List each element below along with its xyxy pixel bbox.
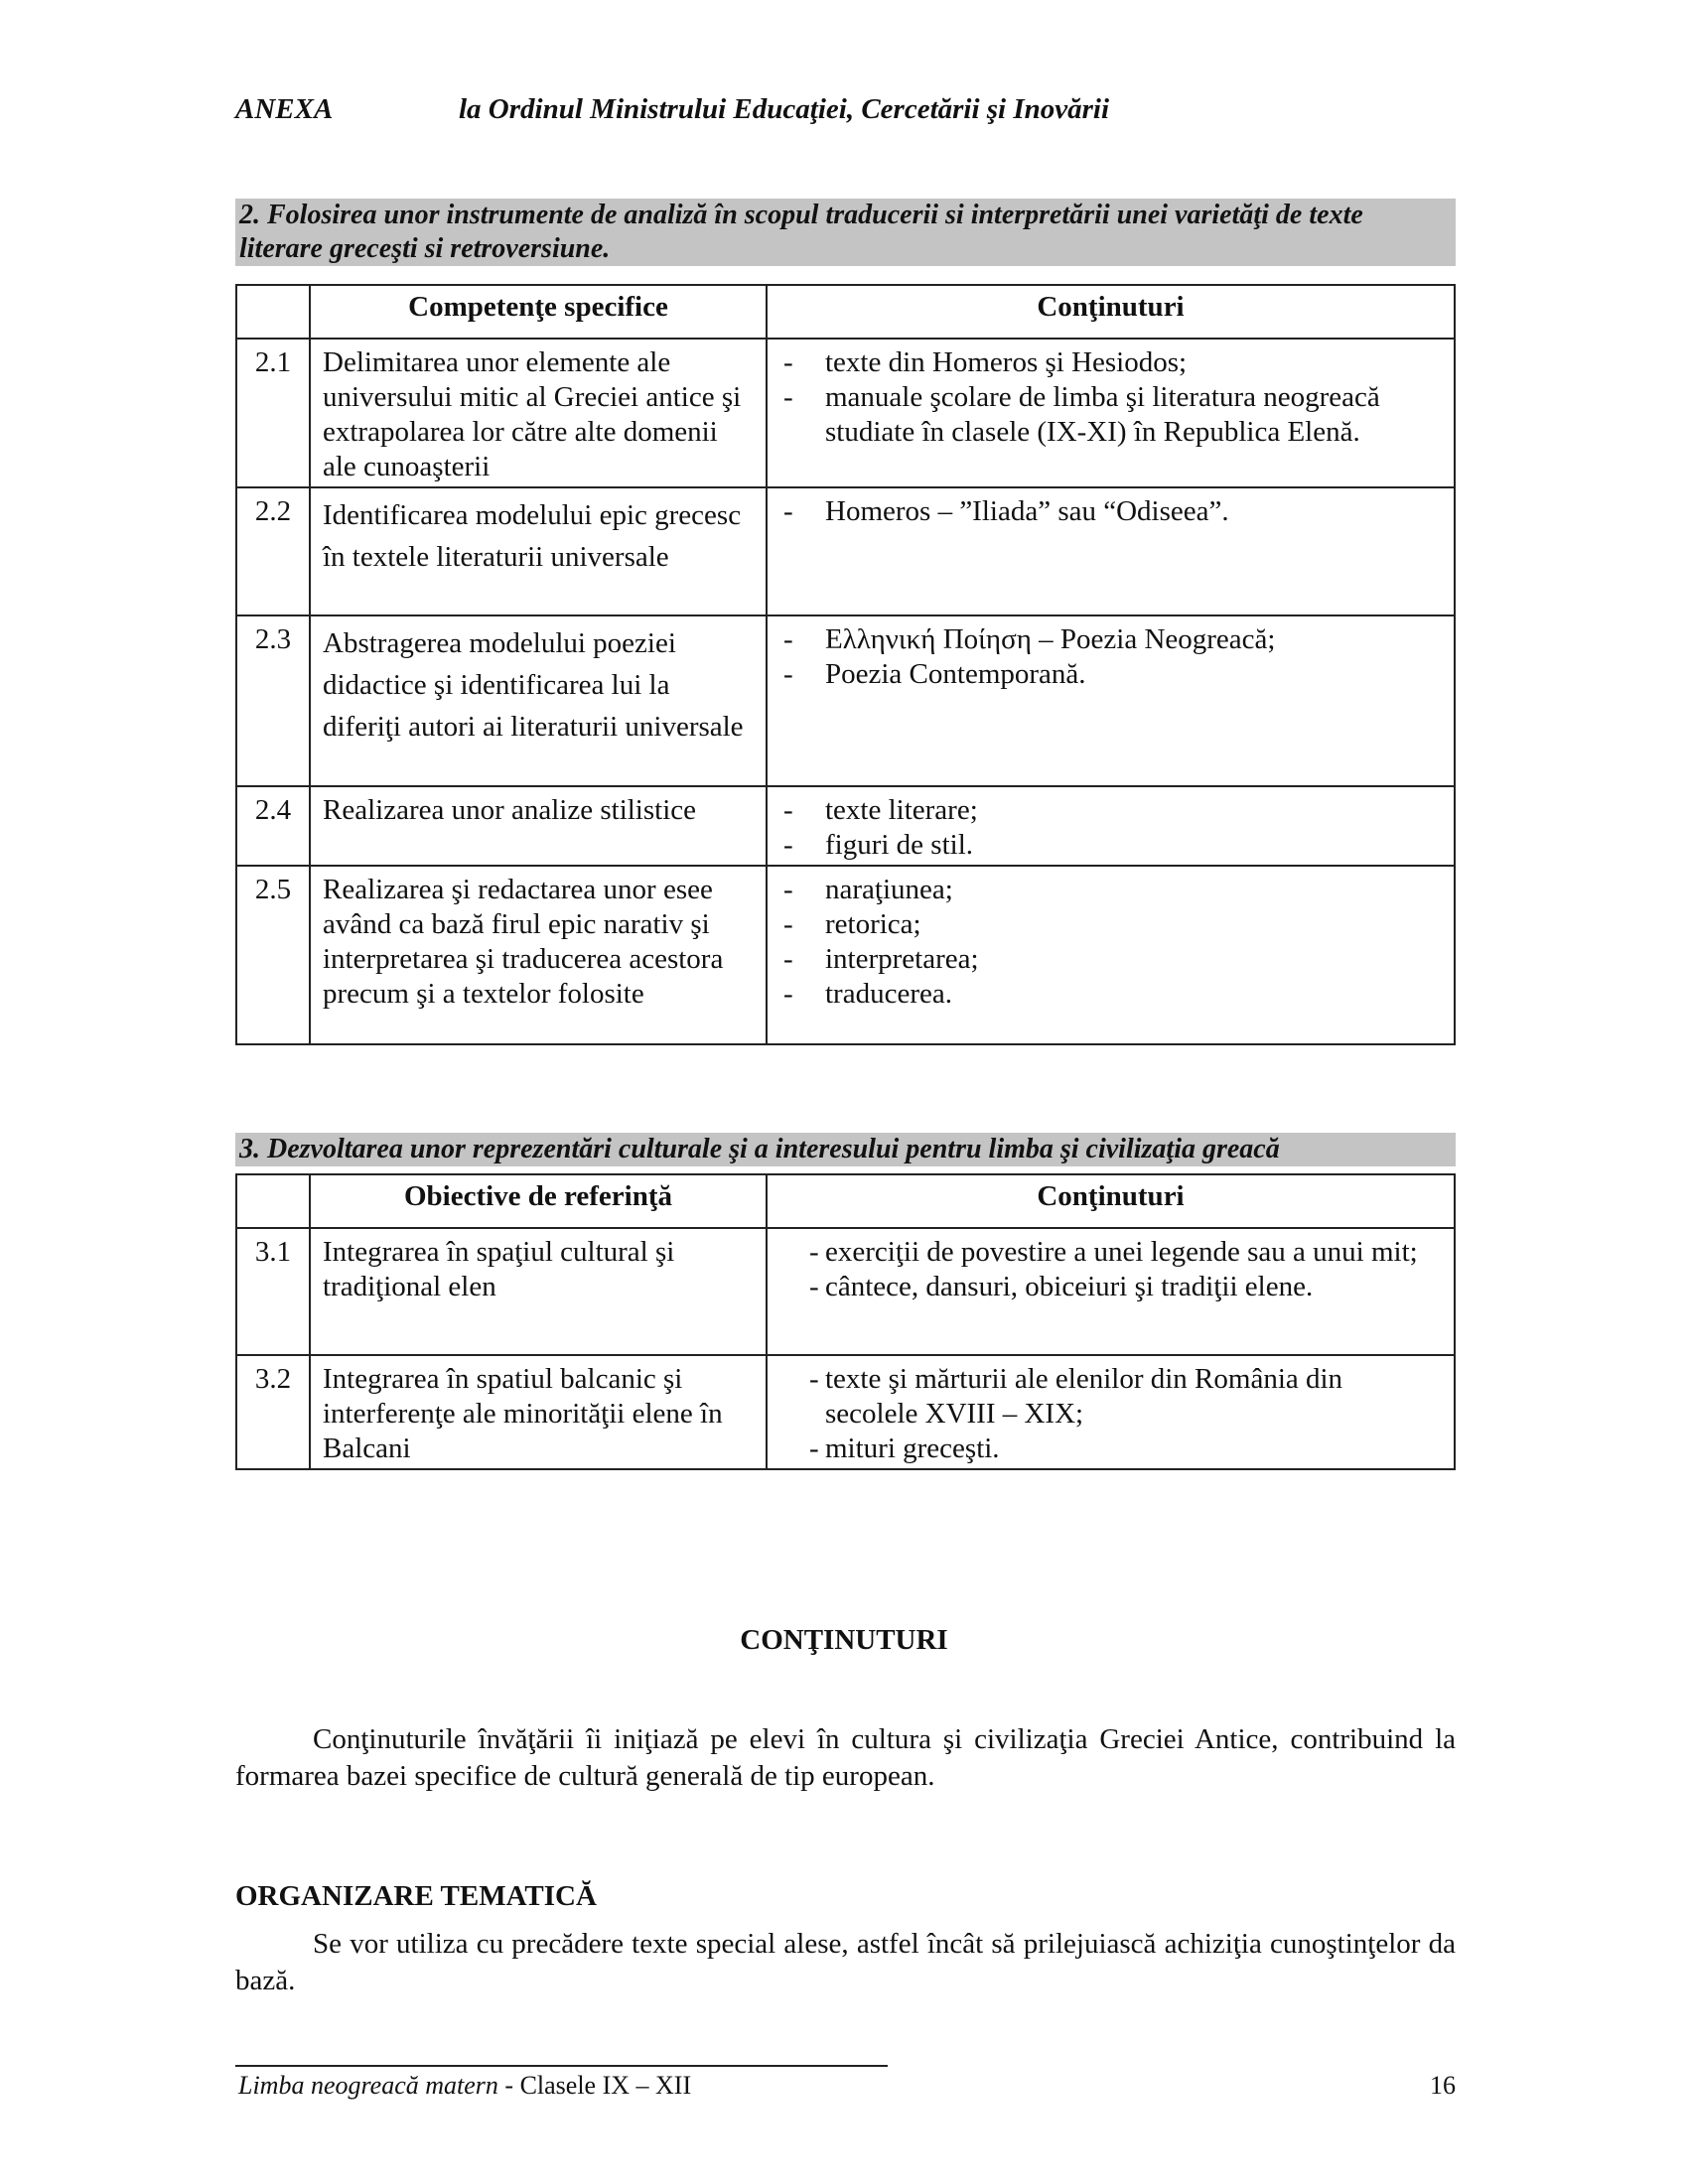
footer-divider xyxy=(235,2065,888,2067)
table-header-row xyxy=(236,285,1455,339)
row-number: 2.1 xyxy=(236,339,310,487)
page-number: 16 xyxy=(1430,2071,1456,2100)
list-item: - mituri greceşti. xyxy=(779,1432,1442,1466)
list-item: - naraţiunea; xyxy=(779,873,1442,907)
obiectiv-text: Integrarea în spatiul balcanic şi interferenţe ale minorităţii elene în Balcani xyxy=(310,1355,767,1469)
list-item: - manuale şcolare de limba şi literatura neogreacă studiate în clasele (IX-XI) în Republica Elenă. xyxy=(779,380,1442,450)
header-num xyxy=(236,1174,310,1228)
header-obiective: Obiective de referinţă xyxy=(310,1174,767,1228)
continut-cell xyxy=(767,1228,1455,1355)
list-item: - texte şi mărturii ale elenilor din România din secolele XVIII – XIX; xyxy=(779,1362,1442,1432)
row-number: 2.2 xyxy=(236,487,310,615)
header-continuturi: Conţinuturi xyxy=(767,1174,1455,1228)
section-2-title: 2. Folosirea unor instrumente de analiză în scopul traducerii si interpretării unei varietăţi de texte literare greceşti si retroversiune. xyxy=(235,199,1456,266)
table-row xyxy=(236,615,1455,786)
continut-cell xyxy=(767,1355,1455,1469)
continuturi-paragraph: Conţinuturile învăţării îi iniţiază pe elevi în cultura şi civilizaţia Greciei Antice, contribuind la formarea bazei specifice de cultură generală de tip european. xyxy=(235,1723,1456,1792)
list-item: - texte literare; xyxy=(779,793,1442,828)
header-ordin: la Ordinul Ministrului Educaţiei, Cercetării şi Inovării xyxy=(459,93,1110,125)
continut-cell xyxy=(767,339,1455,487)
organizare-heading: ORGANIZARE TEMATICĂ xyxy=(235,1880,597,1912)
continut-cell xyxy=(767,786,1455,866)
table-header-row xyxy=(236,1174,1455,1228)
continut-cell xyxy=(767,866,1455,1044)
row-number: 2.5 xyxy=(236,866,310,1044)
page-header xyxy=(235,93,1109,126)
list-item: - Homeros – ”Iliada” sau “Odiseea”. xyxy=(779,494,1442,529)
header-num xyxy=(236,285,310,339)
organizare-paragraph: Se vor utiliza cu precădere texte special alese, astfel încât să prilejuiască achiziţia cunoştinţelor da bază. xyxy=(235,1928,1456,1996)
list-item: - figuri de stil. xyxy=(779,828,1442,863)
competenta-text: Delimitarea unor elemente ale universului mitic al Greciei antice şi extrapolarea lor către alte domenii ale cunoaşterii xyxy=(310,339,767,487)
competenta-text: Abstragerea modelului poeziei didactice şi identificarea lui la diferiţi autori ai literaturii universale xyxy=(310,615,767,786)
table-row xyxy=(236,786,1455,866)
continut-cell xyxy=(767,615,1455,786)
table-row xyxy=(236,487,1455,615)
table-row xyxy=(236,1228,1455,1355)
row-number: 3.2 xyxy=(236,1355,310,1469)
list-item: - traducerea. xyxy=(779,977,1442,1012)
row-number: 2.3 xyxy=(236,615,310,786)
header-competente: Competenţe specifice xyxy=(310,285,767,339)
continut-cell xyxy=(767,487,1455,615)
competenta-text: Identificarea modelului epic grecesc în textele literaturii universale xyxy=(310,487,767,615)
footer-classes: - Clasele IX – XII xyxy=(497,2071,692,2100)
row-number: 3.1 xyxy=(236,1228,310,1355)
continuturi-heading: CONŢINUTURI xyxy=(740,1624,948,1656)
table-row xyxy=(236,1355,1455,1469)
table-row xyxy=(236,339,1455,487)
list-item: - Poezia Contemporană. xyxy=(779,657,1442,692)
list-item: - interpretarea; xyxy=(779,942,1442,977)
section-3-title: 3. Dezvoltarea unor reprezentări culturale şi a interesului pentru limba şi civilizaţia greacă xyxy=(235,1133,1456,1166)
header-continuturi: Conţinuturi xyxy=(767,285,1455,339)
list-item: - exerciţii de povestire a unei legende sau a unui mit; xyxy=(779,1235,1442,1270)
obiectiv-text: Integrarea în spaţiul cultural şi tradiţional elen xyxy=(310,1228,767,1355)
row-number: 2.4 xyxy=(236,786,310,866)
header-anexa: ANEXA xyxy=(235,93,334,125)
competenta-text: Realizarea unor analize stilistice xyxy=(310,786,767,866)
table-row xyxy=(236,866,1455,1044)
obiective-table xyxy=(235,1173,1456,1470)
footer-subject: Limba neogreacă matern xyxy=(238,2071,498,2100)
list-item: - cântece, dansuri, obiceiuri şi tradiţii elene. xyxy=(779,1270,1442,1304)
list-item: - texte din Homeros şi Hesiodos; xyxy=(779,345,1442,380)
competente-table xyxy=(235,284,1456,1045)
list-item: - Ελληνική Ποίηση – Poezia Neogreacă; xyxy=(779,622,1442,657)
list-item: - retorica; xyxy=(779,907,1442,942)
footer-title xyxy=(238,2071,691,2101)
competenta-text: Realizarea şi redactarea unor esee având ca bază firul epic narativ şi interpretarea şi traducerea acestora precum şi a textelor folosite xyxy=(310,866,767,1044)
